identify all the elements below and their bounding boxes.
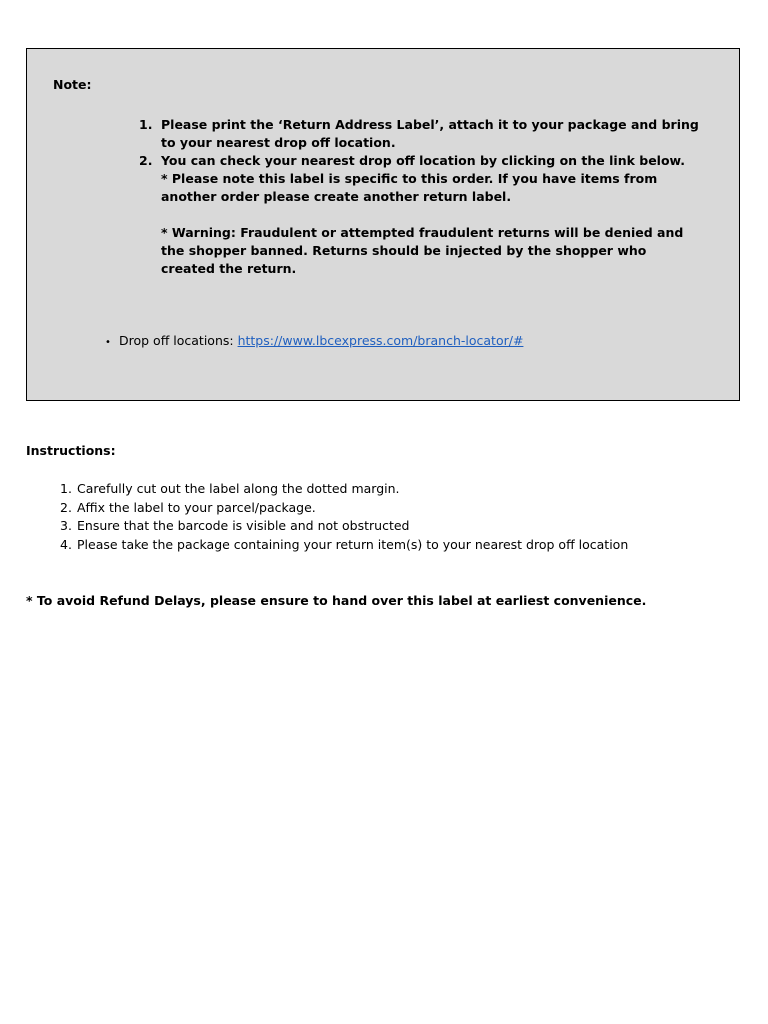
note-item-number: 1. — [139, 117, 153, 132]
list-item-number: 3. — [60, 518, 72, 533]
dropoff-label: Drop off locations: — [119, 333, 238, 348]
note-box — [26, 48, 740, 401]
note-item-1 — [139, 116, 699, 152]
note-title: Note: — [53, 77, 92, 92]
branch-locator-link[interactable]: https://www.lbcexpress.com/branch-locator/# — [237, 333, 524, 348]
list-item-number: 4. — [60, 536, 72, 552]
note-item-text: Please print the ‘Return Address Label’, attach it to your package and bring to your nearest drop off location. — [161, 117, 699, 150]
note-item-number: 2. — [139, 153, 153, 168]
list-item — [60, 480, 628, 499]
list-item — [60, 517, 628, 536]
list-item-text: Ensure that the barcode is visible and not obstructed — [77, 518, 410, 533]
dropoff-locations — [105, 332, 523, 352]
list-item-number: 1. — [60, 481, 72, 496]
list-item — [60, 536, 628, 555]
list-item-number: 2. — [60, 499, 72, 515]
note-item-text: You can check your nearest drop off location by clicking on the link below. — [161, 153, 686, 168]
note-list — [139, 116, 699, 278]
instructions-title: Instructions: — [26, 443, 116, 458]
list-item-text: Please take the package containing your return item(s) to your nearest drop off location — [77, 536, 629, 552]
bullet-icon: • — [105, 337, 111, 348]
fraud-warning: * Warning: Fraudulent or attempted fraudulent returns will be denied and the shopper banned. Returns should be injected by the shopper who created the return. — [161, 225, 684, 276]
list-item-text: Affix the label to your parcel/package. — [77, 499, 316, 515]
note-item-2 — [139, 152, 699, 278]
order-specific-note: * Please note this label is specific to this order. If you have items from another order please create another return label. — [161, 171, 658, 204]
list-item — [60, 499, 628, 518]
instructions-list — [60, 480, 628, 554]
list-item-text: Carefully cut out the label along the dotted margin. — [77, 481, 400, 496]
refund-delay-note: * To avoid Refund Delays, please ensure to hand over this label at earliest convenience. — [26, 593, 647, 608]
